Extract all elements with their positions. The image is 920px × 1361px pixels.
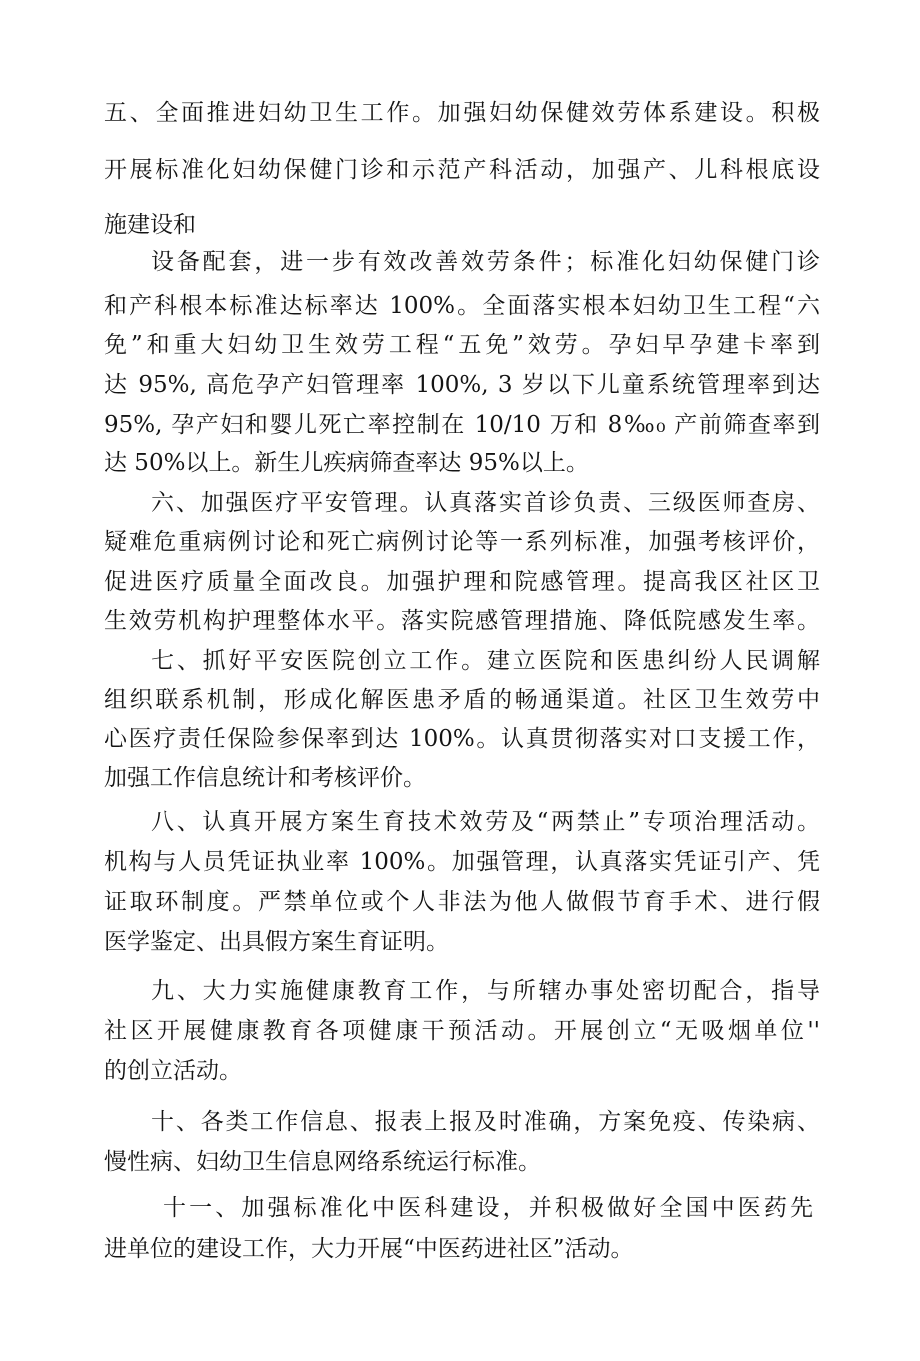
paragraph-line: 的创立活动。: [104, 1058, 242, 1084]
paragraph-line: 社区开展健康教育各项健康干预活动。开展创立“无吸烟单位'': [104, 1018, 820, 1044]
paragraph-line: 医学鉴定、出具假方案生育证明。: [104, 929, 449, 955]
paragraph-line: 生效劳机构护理整体水平。落实院感管理措施、降低院感发生率。: [104, 608, 820, 634]
paragraph-line: 疑难危重病例讨论和死亡病例讨论等一系列标准，加强考核评价，: [104, 529, 820, 555]
paragraph-line: 达 50%以上。新生儿疾病筛查率达 95%以上。: [104, 450, 589, 476]
paragraph-line: 组织联系机制，形成化解医患矛盾的畅通渠道。社区卫生效劳中: [104, 687, 820, 713]
paragraph-line: 五、全面推进妇幼卫生工作。加强妇幼保健效劳体系建设。积极: [104, 100, 820, 126]
paragraph-line: 慢性病、妇幼卫生信息网络系统运行标准。: [104, 1149, 541, 1175]
paragraph-line: 九、大力实施健康教育工作，与所辖办事处密切配合，指导: [151, 978, 820, 1004]
paragraph-line: 开展标准化妇幼保健门诊和示范产科活动，加强产、儿科根底设: [104, 157, 820, 183]
paragraph-line: 达 95%, 高危孕产妇管理率 100%, 3 岁以下儿童系统管理率到达: [104, 372, 820, 398]
paragraph-line: 十一、加强标准化中医科建设，并积极做好全国中医药先: [163, 1195, 813, 1221]
paragraph-line: 促进医疗质量全面改良。加强护理和院感管理。提高我区社区卫: [104, 569, 820, 595]
paragraph-line: 十、各类工作信息、报表上报及时准确，方案免疫、传染病、: [151, 1109, 820, 1135]
paragraph-line: 进单位的建设工作，大力开展“中医药进社区”活动。: [104, 1236, 634, 1262]
paragraph-line: 施建设和: [104, 212, 196, 238]
paragraph-line: 八、认真开展方案生育技术效劳及“两禁止”专项治理活动。: [151, 809, 820, 835]
paragraph-line: 设备配套，进一步有效改善效劳条件；标准化妇幼保健门诊: [151, 249, 820, 275]
paragraph-line: 免”和重大妇幼卫生效劳工程“五免”效劳。孕妇早孕建卡率到: [104, 332, 820, 358]
paragraph-line: 七、抓好平安医院创立工作。建立医院和医患纠纷人民调解: [151, 648, 820, 674]
paragraph-line: 加强工作信息统计和考核评价。: [104, 765, 426, 791]
paragraph-line: 心医疗责任保险参保率到达 100%。认真贯彻落实对口支援工作，: [104, 726, 820, 752]
paragraph-line: 和产科根本标准达标率达 100%。全面落实根本妇幼卫生工程“六: [104, 293, 820, 319]
paragraph-line: 95%, 孕产妇和婴儿死亡率控制在 10/10 万和 8‰₀ 产前筛查率到: [104, 412, 820, 438]
paragraph-line: 机构与人员凭证执业率 100%。加强管理，认真落实凭证引产、凭: [104, 849, 820, 875]
paragraph-line: 六、加强医疗平安管理。认真落实首诊负责、三级医师查房、: [151, 490, 820, 516]
paragraph-line: 证取环制度。严禁单位或个人非法为他人做假节育手术、进行假: [104, 889, 820, 915]
